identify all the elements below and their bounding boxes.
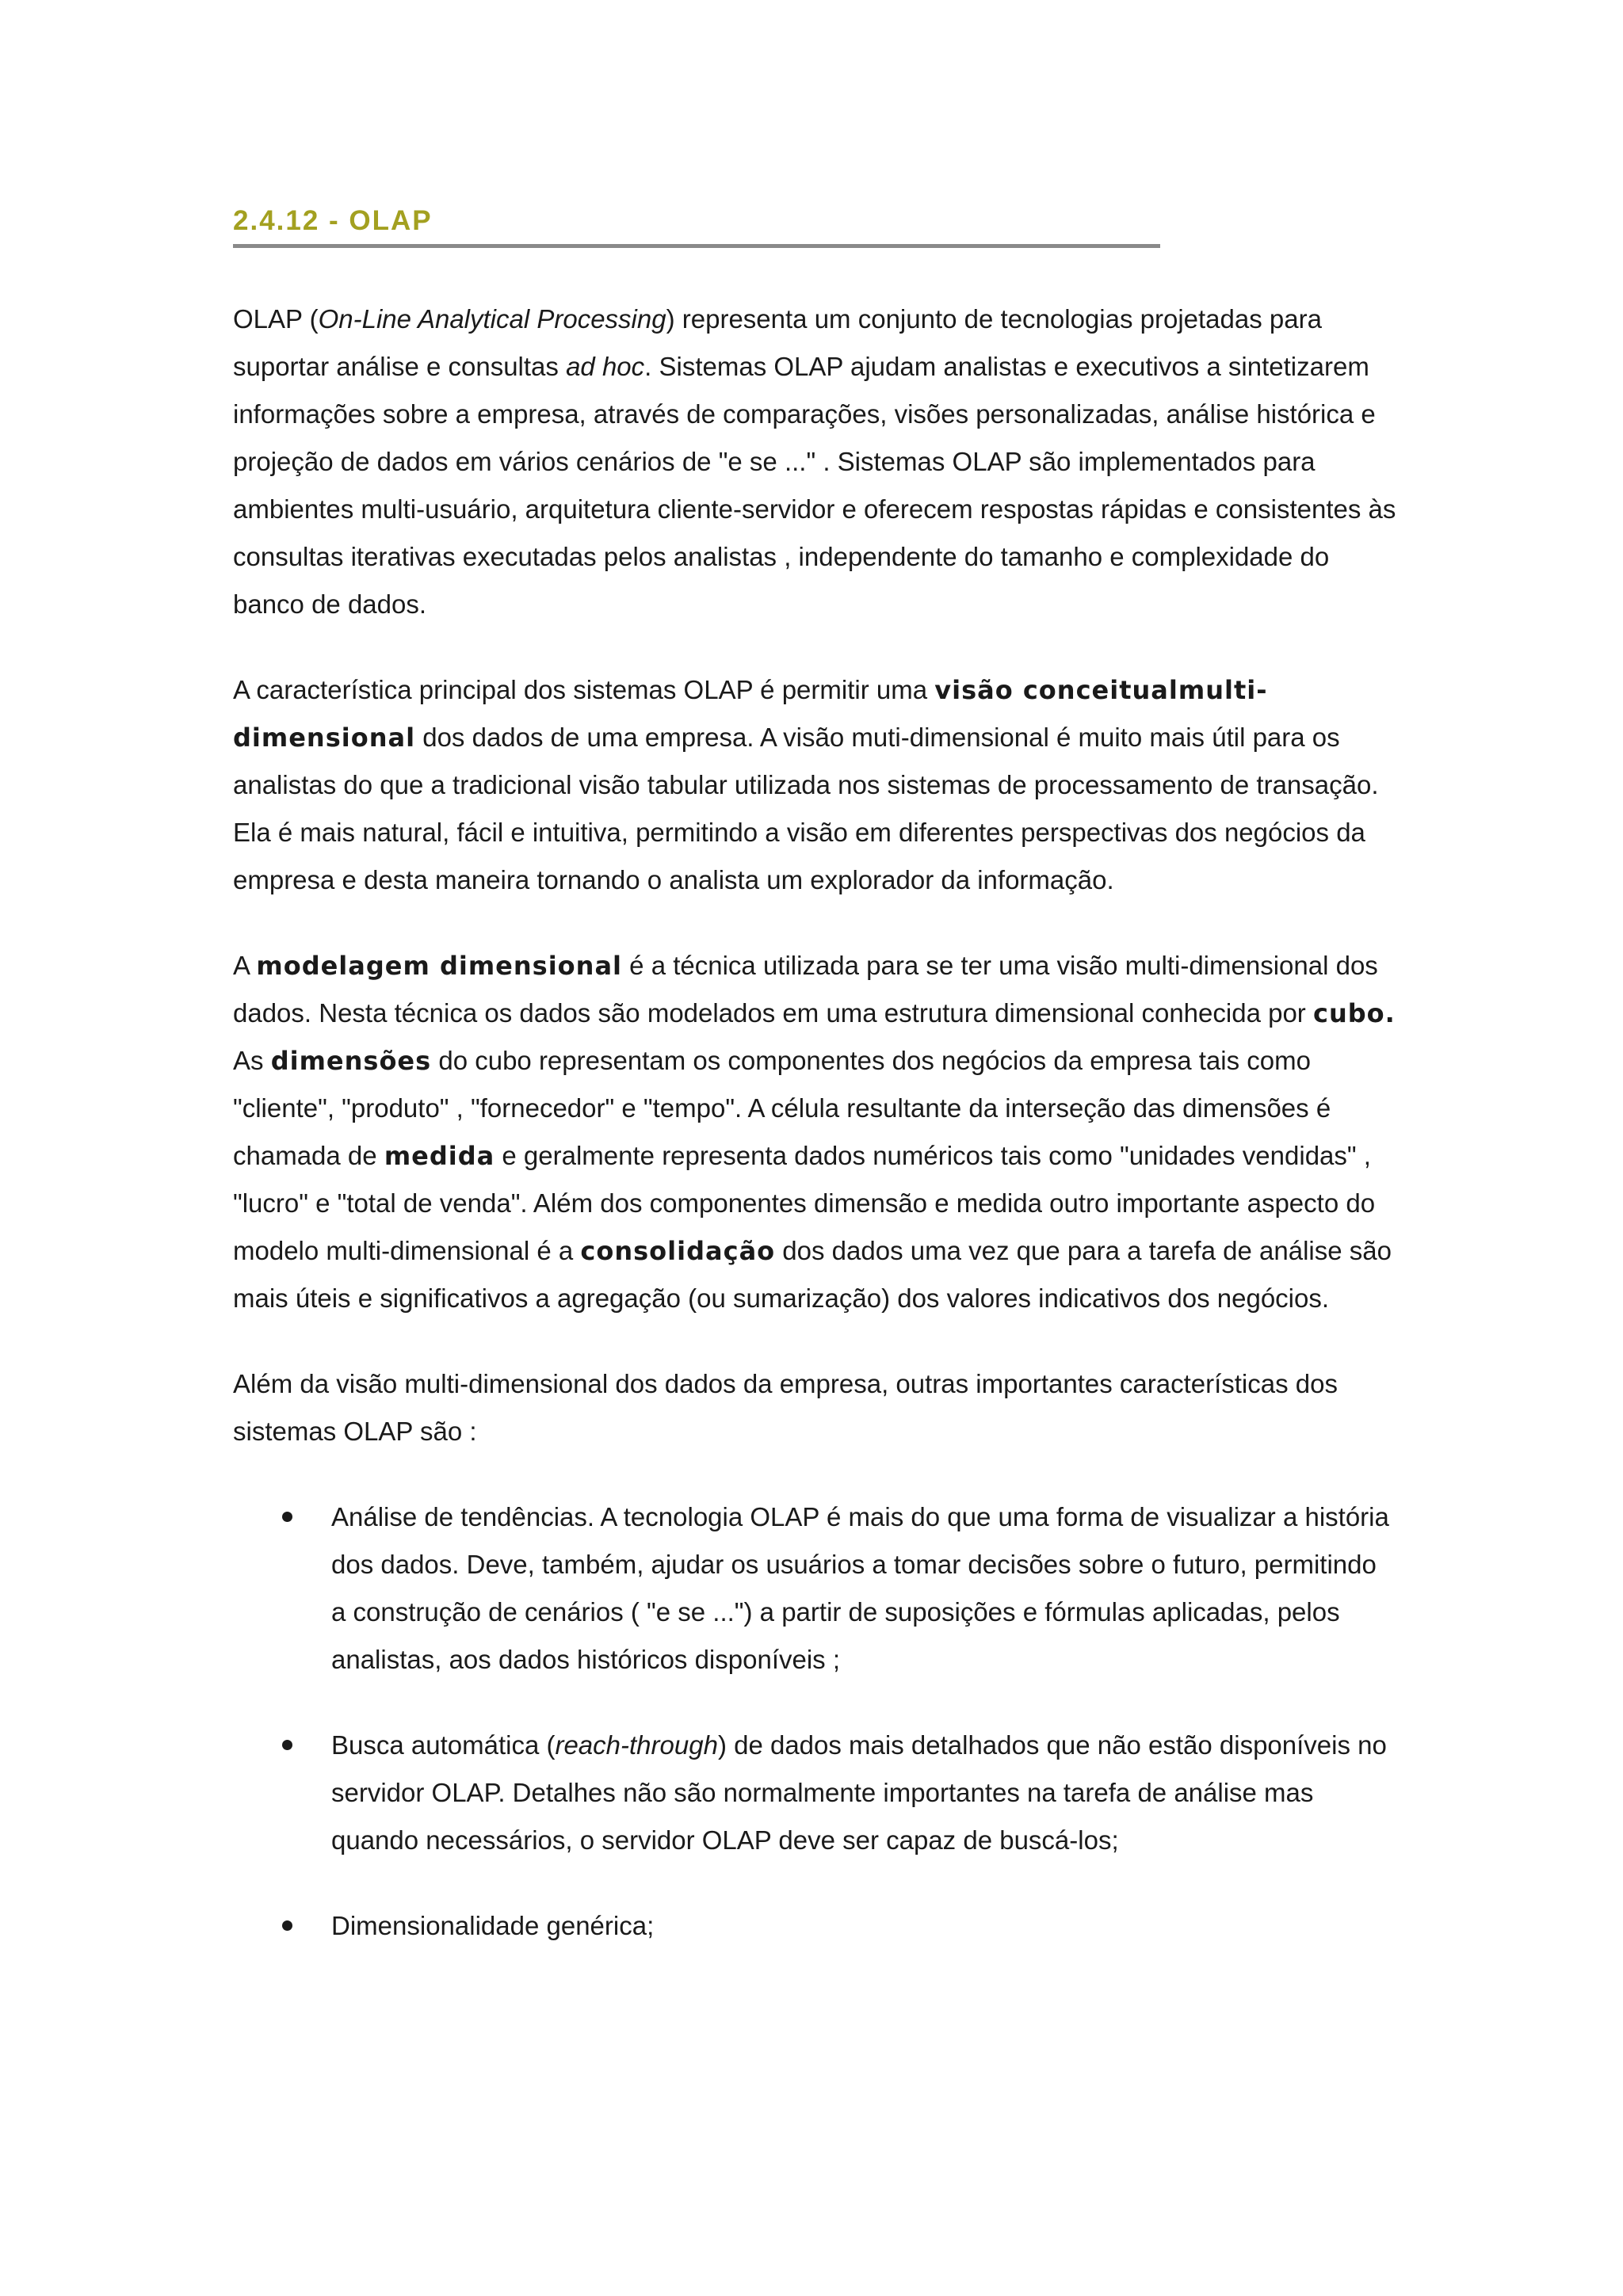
bullet-icon: [282, 1512, 292, 1522]
text-run: dos dados de uma empresa. A visão muti-dimensional é muito mais útil para os analistas do que a tradicional visão tabular utilizada nos sistemas de processamento de transação. Ela é mais natural, fácil e intuitiva, permitindo a visão em diferentes perspectivas dos negócios da empresa e desta maneira tornando o analista um explorador da informação.: [233, 723, 1379, 894]
bold-keyword: consolidação: [580, 1236, 776, 1266]
italic-term: ad hoc: [566, 352, 645, 381]
text-run: As: [233, 1046, 271, 1075]
paragraph-dimensional-modeling: [233, 942, 1398, 1322]
text-run: A: [233, 951, 257, 980]
text-run: do cubo representam os componentes dos negócios da empresa tais como "cliente", "produto" , "fornecedor" e "tempo". A célula resultante da interseção das dimensões é chamada de: [233, 1046, 1331, 1170]
list-item: [233, 1902, 1398, 1950]
text-run: dos dados uma vez que para a tarefa de análise são mais úteis e significativos a agregação (ou sumarização) dos valores indicativos dos negócios.: [233, 1236, 1392, 1313]
paragraph-olap-characteristics-intro: Além da visão multi-dimensional dos dados da empresa, outras importantes características dos sistemas OLAP são :: [233, 1369, 1338, 1446]
text-run: OLAP (: [233, 304, 319, 334]
characteristics-list: [233, 1493, 1398, 1950]
text-run: ) representa um conjunto de tecnologias projetadas para suportar análise e consultas: [233, 304, 1322, 381]
bold-keyword: modelagem dimensional: [256, 951, 622, 981]
bold-keyword: medida: [384, 1141, 495, 1171]
list-item-text: Análise de tendências. A tecnologia OLAP é mais do que uma forma de visualizar a história dos dados. Deve, também, ajudar os usuários a tomar decisões sobre o futuro, permitindo a construção de cenários ( "e se ...") a partir de suposições e fórmulas aplicadas, pelos analistas, aos dados históricos disponíveis ;: [331, 1502, 1389, 1674]
text-run: é a técnica utilizada para se ter uma visão multi-dimensional dos dados. Nesta técnica os dados são modelados em uma estrutura dimensional conhecida por: [233, 951, 1378, 1028]
paragraph-multidimensional-view: [233, 666, 1398, 904]
bullet-icon: [282, 1740, 292, 1750]
text-run: A característica principal dos sistemas OLAP é permitir uma: [233, 675, 935, 704]
document-page: [233, 204, 1398, 1950]
list-item: [233, 1722, 1398, 1864]
text-run: . Sistemas OLAP ajudam analistas e executivos a sintetizarem informações sobre a empresa, através de comparações, visões personalizadas, análise histórica e projeção de dados em vários cenários de "e se ..." . Sistemas OLAP são implementados para ambientes multi-usuário, arquitetura cliente-servidor e oferecem respostas rápidas e consistentes às consultas iterativas executadas pelos analistas , independente do tamanho e complexidade do banco de dados.: [233, 352, 1396, 619]
bold-keyword: visão conceitualmulti-dimensional: [233, 675, 1268, 753]
bullet-icon: [282, 1920, 292, 1931]
list-item-text: Dimensionalidade genérica;: [331, 1911, 655, 1940]
section-heading: 2.4.12 - OLAP: [233, 204, 1160, 248]
bold-keyword: cubo.: [1312, 998, 1396, 1028]
italic-term: On-Line Analytical Processing: [318, 304, 666, 334]
list-item: [233, 1493, 1398, 1684]
text-run: Busca automática (: [331, 1730, 556, 1760]
italic-term: reach-through: [555, 1730, 718, 1760]
text-run: e geralmente representa dados numéricos tais como "unidades vendidas" , "lucro" e "total de venda". Além dos componentes dimensão e medida outro importante aspecto do modelo multi-dimensional é a: [233, 1141, 1376, 1265]
paragraph-olap-definition: [233, 296, 1398, 628]
text-run: ) de dados mais detalhados que não estão disponíveis no servidor OLAP. Detalhes não são normalmente importantes na tarefa de análise mas quando necessários, o servidor OLAP deve ser capaz de buscá-los;: [331, 1730, 1387, 1855]
bold-keyword: dimensões: [270, 1046, 432, 1076]
